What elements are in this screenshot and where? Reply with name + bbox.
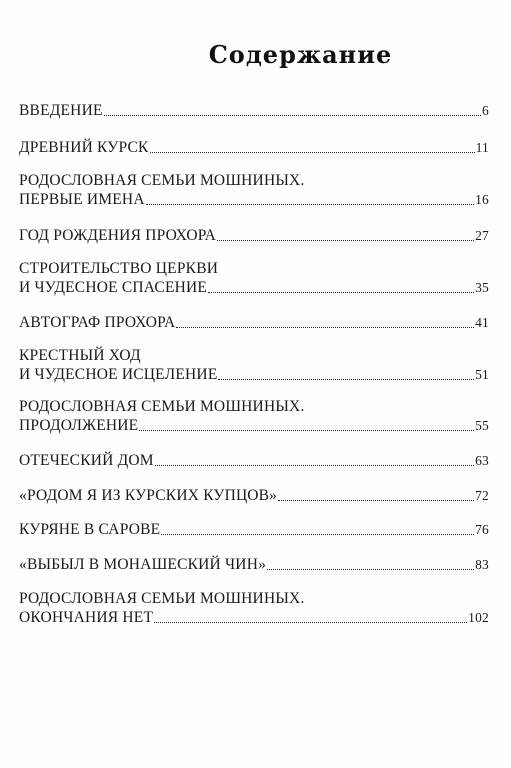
toc-entry[interactable] xyxy=(19,555,489,574)
toc-page-number: 63 xyxy=(475,453,489,468)
toc-entry-line xyxy=(19,313,489,332)
toc-page-number: 55 xyxy=(475,418,489,433)
toc-entry-line xyxy=(19,608,489,627)
toc-entry[interactable] xyxy=(19,397,489,435)
toc-entry-line xyxy=(19,555,489,574)
toc-page-number: 35 xyxy=(475,280,489,295)
toc-entry-line xyxy=(19,520,489,539)
toc-entry[interactable] xyxy=(19,259,489,297)
toc-entry[interactable] xyxy=(19,451,489,470)
toc-page-number: 41 xyxy=(475,315,489,330)
toc-entry[interactable] xyxy=(19,171,489,209)
toc-entry-title: АВТОГРАФ ПРОХОРА xyxy=(19,314,176,331)
page-title: Содержание xyxy=(208,40,393,69)
toc-entry-line xyxy=(19,486,489,505)
toc-entry-title: ОКОНЧАНИЯ НЕТ xyxy=(19,609,154,626)
dot-leader xyxy=(208,291,474,293)
toc-page-number: 76 xyxy=(475,522,489,537)
dot-leader xyxy=(161,533,474,535)
toc-entry-line xyxy=(19,451,489,470)
toc-entry-line xyxy=(19,190,489,209)
dot-leader xyxy=(104,114,481,116)
toc-entry-line xyxy=(19,226,489,245)
toc-entry-line xyxy=(19,101,489,120)
toc-entry-title-line1: РОДОСЛОВНАЯ СЕМЬИ МОШНИНЫХ. xyxy=(19,398,305,415)
toc-page-number: 72 xyxy=(475,488,489,503)
dot-leader xyxy=(218,378,474,380)
toc-page-number: 51 xyxy=(475,367,489,382)
toc-page-number: 83 xyxy=(475,557,489,572)
dot-leader xyxy=(278,499,474,501)
toc-entry-title: И ЧУДЕСНОЕ СПАСЕНИЕ xyxy=(19,279,208,296)
toc-entry-title-line1: КРЕСТНЫЙ ХОД xyxy=(19,347,141,364)
toc-entry[interactable] xyxy=(19,101,489,120)
toc-page-number: 27 xyxy=(475,228,489,243)
dot-leader xyxy=(267,568,474,570)
toc-entry[interactable] xyxy=(19,226,489,245)
toc-page-number: 6 xyxy=(482,103,489,118)
toc-entry-title: «РОДОМ Я ИЗ КУРСКИХ КУПЦОВ» xyxy=(19,487,278,504)
toc-entry-title: «ВЫБЫЛ В МОНАШЕСКИЙ ЧИН» xyxy=(19,556,267,573)
toc-entry-line xyxy=(19,138,489,157)
toc-page-number: 102 xyxy=(468,610,489,625)
toc-page-number: 16 xyxy=(475,192,489,207)
toc-entry-title-line1: РОДОСЛОВНАЯ СЕМЬИ МОШНИНЫХ. xyxy=(19,172,305,189)
toc-entry-title: ГОД РОЖДЕНИЯ ПРОХОРА xyxy=(19,227,217,244)
toc-entry-line xyxy=(19,278,489,297)
dot-leader xyxy=(139,429,474,431)
toc-entry[interactable] xyxy=(19,138,489,157)
toc-entry[interactable] xyxy=(19,589,489,627)
toc-entry-line xyxy=(19,365,489,384)
toc-entry-title: КУРЯНЕ В САРОВЕ xyxy=(19,521,161,538)
toc-entry-title-line1: РОДОСЛОВНАЯ СЕМЬИ МОШНИНЫХ. xyxy=(19,590,305,607)
dot-leader xyxy=(150,151,475,153)
toc-entry[interactable] xyxy=(19,486,489,505)
dot-leader xyxy=(217,239,474,241)
toc-entry[interactable] xyxy=(19,520,489,539)
toc-entry-line xyxy=(19,416,489,435)
toc-entry-title: ДРЕВНИЙ КУРСК xyxy=(19,139,149,156)
toc-entry-title: ПРОДОЛЖЕНИЕ xyxy=(19,417,139,434)
toc-entry[interactable] xyxy=(19,313,489,332)
toc-entry-title: ВВЕДЕНИЕ xyxy=(19,102,103,119)
dot-leader xyxy=(154,621,467,623)
toc-page-number: 11 xyxy=(475,140,489,155)
dot-leader xyxy=(155,464,474,466)
dot-leader xyxy=(146,203,474,205)
dot-leader xyxy=(176,326,474,328)
toc-entry-title: ПЕРВЫЕ ИМЕНА xyxy=(19,191,145,208)
toc-entry[interactable] xyxy=(19,346,489,384)
toc-entry-title: ОТЕЧЕСКИЙ ДОМ xyxy=(19,452,154,469)
toc-entry-title: И ЧУДЕСНОЕ ИСЦЕЛЕНИЕ xyxy=(19,366,218,383)
toc-entry-title-line1: СТРОИТЕЛЬСТВО ЦЕРКВИ xyxy=(19,260,219,277)
